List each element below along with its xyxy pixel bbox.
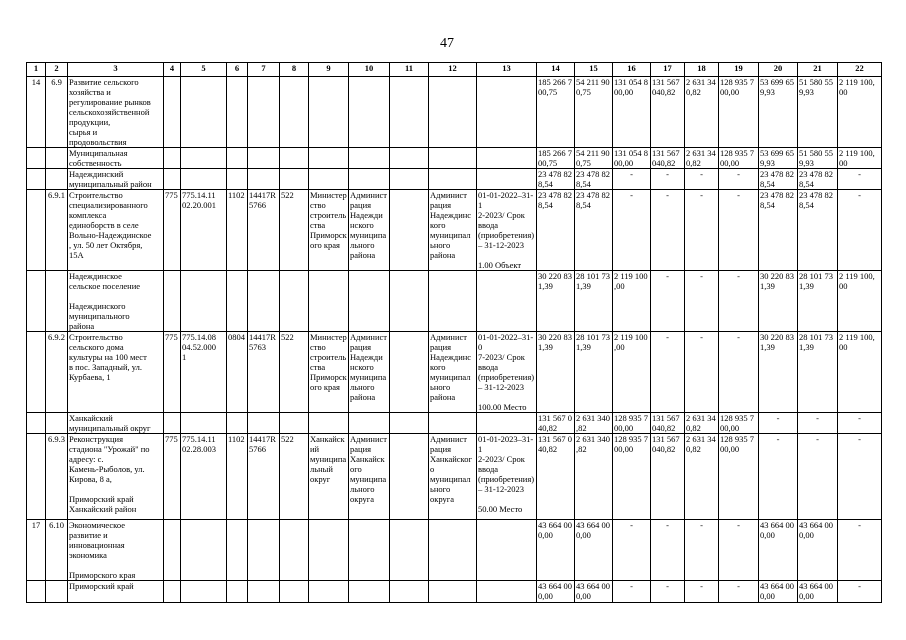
column-header-13: 13 — [477, 63, 537, 77]
table-cell: 2 631 340 ,82 — [575, 434, 613, 520]
table-cell: Админист рация Ханкайск ого муниципа льного округа — [349, 434, 390, 520]
table-cell: 2 631 34 0,82 — [685, 413, 719, 434]
table-cell: - — [613, 581, 651, 603]
table-cell — [477, 520, 537, 581]
table-cell — [164, 77, 181, 148]
table-cell: - — [759, 434, 798, 520]
table-row — [27, 332, 882, 413]
table-cell — [429, 413, 477, 434]
table-cell: - — [651, 332, 685, 413]
table-row — [27, 77, 882, 148]
table-cell — [164, 413, 181, 434]
table-cell — [349, 581, 390, 603]
table-cell: Админист рация Надежди нского муниципа льного района — [349, 332, 390, 413]
table-cell: - — [613, 520, 651, 581]
table-cell — [477, 581, 537, 603]
table-cell: 54 211 90 0,75 — [575, 148, 613, 169]
table-cell: 128 935 7 00,00 — [719, 77, 759, 148]
table-cell: 14417R 5763 — [248, 332, 280, 413]
table-cell — [248, 169, 280, 190]
table-cell: 131 567 040,82 — [651, 148, 685, 169]
column-header-7: 7 — [248, 63, 280, 77]
table-cell: 1102 — [227, 190, 248, 271]
table-cell: 6.9 — [46, 77, 68, 148]
table-row — [27, 148, 882, 169]
table-cell: Развитие сельского хозяйства и регулирование рынков сельскохозяйственной продукции, сырья и продовольствия — [68, 77, 164, 148]
table-cell — [181, 169, 227, 190]
table-cell — [477, 271, 537, 332]
table-cell — [227, 581, 248, 603]
table-cell: 6.9.3 — [46, 434, 68, 520]
table-cell: 131 567 040,82 — [651, 434, 685, 520]
table-cell: 775.14.08 04.52.000 1 — [181, 332, 227, 413]
table-cell: 43 664 00 0,00 — [759, 581, 798, 603]
table-cell — [27, 332, 46, 413]
table-cell: Министер ство строитель ства Приморск ого края — [309, 190, 349, 271]
table-cell: 0804 — [227, 332, 248, 413]
table-cell: 6.10 — [46, 520, 68, 581]
table-cell: - — [838, 434, 882, 520]
table-cell — [227, 271, 248, 332]
table-cell: - — [719, 520, 759, 581]
table-cell: 775.14.11 02.28.003 — [181, 434, 227, 520]
table-cell — [248, 148, 280, 169]
table-cell — [429, 77, 477, 148]
table-cell: 01-01-2023–31-1 2-2023/ Срок ввода (приобретения) – 31-12-2023 50.00 Место — [477, 434, 537, 520]
table-cell — [349, 77, 390, 148]
table-cell — [181, 520, 227, 581]
table-cell: 2 119 100, 00 — [838, 271, 882, 332]
table-cell — [181, 413, 227, 434]
table-cell — [248, 581, 280, 603]
table-cell — [248, 77, 280, 148]
table-cell: 2 119 100, 00 — [838, 148, 882, 169]
table-cell — [164, 148, 181, 169]
table-cell: 2 631 34 0,82 — [685, 77, 719, 148]
table-cell: 2 631 34 0,82 — [685, 148, 719, 169]
column-header-22: 22 — [838, 63, 882, 77]
table-cell: 775 — [164, 434, 181, 520]
table-cell: - — [651, 581, 685, 603]
table-cell: - — [719, 169, 759, 190]
table-cell — [280, 77, 309, 148]
column-header-17: 17 — [651, 63, 685, 77]
table-cell — [390, 413, 429, 434]
table-cell — [280, 271, 309, 332]
table-cell: 2 119 100 ,00 — [613, 271, 651, 332]
table-cell: 01-01-2022–31-1 2-2023/ Срок ввода (приобретения) – 31-12-2023 1.00 Объект — [477, 190, 537, 271]
table-cell — [27, 581, 46, 603]
table-cell: - — [651, 520, 685, 581]
table-cell: 131 567 040,82 — [651, 413, 685, 434]
table-cell: 131 567 040,82 — [651, 77, 685, 148]
column-header-9: 9 — [309, 63, 349, 77]
column-header-19: 19 — [719, 63, 759, 77]
table-cell: - — [798, 434, 838, 520]
table-cell — [309, 271, 349, 332]
table-cell: 2 631 34 0,82 — [685, 434, 719, 520]
table-cell: Реконструкция стадиона "Урожай" по адресу: с. Камень-Рыболов, ул. Кирова, 8 а, Приморский край Ханкайский район — [68, 434, 164, 520]
table-cell — [27, 190, 46, 271]
table-cell: - — [759, 413, 798, 434]
table-cell — [390, 148, 429, 169]
table-cell: - — [651, 271, 685, 332]
table-cell: 54 211 90 0,75 — [575, 77, 613, 148]
table-cell: - — [719, 271, 759, 332]
table-cell: Министер ство строитель ства Приморск ого края — [309, 332, 349, 413]
table-cell: - — [685, 581, 719, 603]
table-cell — [349, 520, 390, 581]
table-cell — [248, 271, 280, 332]
table-cell: 43 664 00 0,00 — [537, 581, 575, 603]
table-cell: - — [651, 169, 685, 190]
table-cell: 43 664 00 0,00 — [575, 520, 613, 581]
table-cell — [46, 148, 68, 169]
column-header-6: 6 — [227, 63, 248, 77]
table-cell: 51 580 55 9,93 — [798, 77, 838, 148]
column-header-3: 3 — [68, 63, 164, 77]
table-cell: - — [838, 581, 882, 603]
table-cell — [280, 581, 309, 603]
table-cell — [280, 169, 309, 190]
table-cell: 51 580 55 9,93 — [798, 148, 838, 169]
table-cell — [248, 520, 280, 581]
table-cell: - — [651, 190, 685, 271]
column-header-21: 21 — [798, 63, 838, 77]
table-cell — [280, 413, 309, 434]
table-cell: 01-01-2022–31-0 7-2023/ Срок ввода (приобретения) – 31-12-2023 100.00 Место — [477, 332, 537, 413]
table-cell: 6.9.2 — [46, 332, 68, 413]
table-cell — [27, 271, 46, 332]
table-cell: Админист рация Ханкайског о муниципал ьного округа — [429, 434, 477, 520]
table-cell: Строительство сельского дома культуры на 100 мест в пос. Западный, ул. Курбаева, 1 — [68, 332, 164, 413]
table-cell — [27, 169, 46, 190]
table-cell — [429, 520, 477, 581]
table-cell: Надеждинское сельское поселение Надеждинского муниципального района — [68, 271, 164, 332]
table-row — [27, 169, 882, 190]
column-header-10: 10 — [349, 63, 390, 77]
column-header-15: 15 — [575, 63, 613, 77]
table-cell — [390, 332, 429, 413]
table-cell: 14417R 5766 — [248, 190, 280, 271]
table-cell: 131 567 0 40,82 — [537, 434, 575, 520]
table-cell: Ханкайский муниципальный округ — [68, 413, 164, 434]
header-row — [27, 63, 882, 77]
table-cell — [248, 413, 280, 434]
table-cell — [46, 413, 68, 434]
table-cell — [164, 169, 181, 190]
table-cell — [181, 148, 227, 169]
table-cell — [390, 581, 429, 603]
table-cell: - — [719, 332, 759, 413]
table-cell: 30 220 83 1,39 — [537, 332, 575, 413]
table-cell: 43 664 00 0,00 — [537, 520, 575, 581]
table-cell: - — [798, 413, 838, 434]
data-table — [26, 62, 882, 603]
table-cell — [181, 271, 227, 332]
table-cell — [280, 148, 309, 169]
table-cell: 30 220 83 1,39 — [759, 271, 798, 332]
table-cell — [349, 148, 390, 169]
table-row — [27, 581, 882, 603]
table-cell: 185 266 7 00,75 — [537, 148, 575, 169]
table-cell: 522 — [280, 190, 309, 271]
page-number: 47 — [440, 36, 454, 51]
table-cell: 43 664 00 0,00 — [798, 581, 838, 603]
table-cell: - — [613, 190, 651, 271]
table-cell: 23 478 82 8,54 — [537, 190, 575, 271]
table-cell: 53 699 65 9,93 — [759, 148, 798, 169]
table-cell: 775 — [164, 190, 181, 271]
table-cell: 28 101 73 1,39 — [575, 332, 613, 413]
table-cell: Админист рация Надежди нского муниципа льного района — [349, 190, 390, 271]
table-cell: 43 664 00 0,00 — [759, 520, 798, 581]
table-row — [27, 434, 882, 520]
table-cell: 6.9.1 — [46, 190, 68, 271]
table-cell: 128 935 7 00,00 — [613, 413, 651, 434]
table-cell: 30 220 83 1,39 — [759, 332, 798, 413]
table-cell — [429, 271, 477, 332]
column-header-14: 14 — [537, 63, 575, 77]
table-cell: 43 664 00 0,00 — [798, 520, 838, 581]
table-cell — [227, 148, 248, 169]
table-cell — [227, 77, 248, 148]
table-cell: 53 699 65 9,93 — [759, 77, 798, 148]
table-cell: 23 478 82 8,54 — [798, 169, 838, 190]
table-cell — [349, 413, 390, 434]
table-body — [27, 63, 882, 603]
table-cell — [309, 581, 349, 603]
table-cell: - — [838, 169, 882, 190]
table-cell: - — [719, 581, 759, 603]
table-cell: 14 — [27, 77, 46, 148]
table-cell — [181, 581, 227, 603]
table-cell — [477, 413, 537, 434]
column-header-5: 5 — [181, 63, 227, 77]
table-cell: 775 — [164, 332, 181, 413]
table-cell: Приморский край — [68, 581, 164, 603]
table-cell: 23 478 82 8,54 — [537, 169, 575, 190]
table-cell — [429, 148, 477, 169]
table-cell — [164, 581, 181, 603]
table-cell — [27, 434, 46, 520]
table-cell: 2 119 100, 00 — [838, 332, 882, 413]
table-cell — [164, 271, 181, 332]
table-cell — [477, 77, 537, 148]
table-row — [27, 520, 882, 581]
table-cell: 131 054 8 00,00 — [613, 77, 651, 148]
table-cell: 128 935 7 00,00 — [719, 148, 759, 169]
table-cell: 28 101 73 1,39 — [798, 271, 838, 332]
table-cell — [164, 520, 181, 581]
column-header-16: 16 — [613, 63, 651, 77]
table-cell: 131 567 0 40,82 — [537, 413, 575, 434]
table-cell: 2 119 100 ,00 — [613, 332, 651, 413]
table-cell: - — [685, 332, 719, 413]
table-cell: 28 101 73 1,39 — [575, 271, 613, 332]
table-cell: 2 631 340 ,82 — [575, 413, 613, 434]
table-cell: 131 054 8 00,00 — [613, 148, 651, 169]
table-cell: 185 266 7 00,75 — [537, 77, 575, 148]
table-cell — [309, 77, 349, 148]
table-cell — [46, 581, 68, 603]
table-cell — [227, 169, 248, 190]
table-cell: 23 478 82 8,54 — [798, 190, 838, 271]
table-cell — [27, 413, 46, 434]
table-cell: - — [685, 520, 719, 581]
table-cell: 128 935 7 00,00 — [719, 434, 759, 520]
table-cell: 23 478 82 8,54 — [759, 169, 798, 190]
table-cell: - — [719, 190, 759, 271]
table-cell — [309, 413, 349, 434]
table-row — [27, 413, 882, 434]
table-cell — [429, 169, 477, 190]
table-cell: Админист рация Надеждинс кого муниципал ьного района — [429, 332, 477, 413]
table-cell — [309, 169, 349, 190]
table-row — [27, 190, 882, 271]
table-cell — [390, 169, 429, 190]
table-cell — [227, 520, 248, 581]
column-header-11: 11 — [390, 63, 429, 77]
column-header-20: 20 — [759, 63, 798, 77]
column-header-18: 18 — [685, 63, 719, 77]
column-header-8: 8 — [280, 63, 309, 77]
table-cell: 23 478 82 8,54 — [575, 190, 613, 271]
table-cell: - — [685, 271, 719, 332]
table-cell — [309, 148, 349, 169]
table-cell — [181, 77, 227, 148]
table-cell: 23 478 82 8,54 — [575, 169, 613, 190]
table-cell — [429, 581, 477, 603]
table-cell: Экономическое развитие и инновационная экономика Приморского края — [68, 520, 164, 581]
table-cell: 14417R 5766 — [248, 434, 280, 520]
table-cell: 28 101 73 1,39 — [798, 332, 838, 413]
table-cell — [46, 271, 68, 332]
table-cell — [390, 520, 429, 581]
table-cell: Ханкайск ий муниципа льный округ — [309, 434, 349, 520]
table-cell: Админист рация Надеждинс кого муниципал ьного района — [429, 190, 477, 271]
table-cell — [349, 271, 390, 332]
table-cell: 522 — [280, 332, 309, 413]
table-row — [27, 271, 882, 332]
table-cell: - — [685, 169, 719, 190]
table-cell: 30 220 83 1,39 — [537, 271, 575, 332]
table-cell: Надеждинский муниципальный район — [68, 169, 164, 190]
table-cell — [349, 169, 390, 190]
table-cell: Строительство специализированного комплекса единоборств в селе Вольно-Надеждинское , ул. 50 лет Октября, 15А — [68, 190, 164, 271]
table-cell — [390, 190, 429, 271]
table-cell — [477, 148, 537, 169]
table-cell: 128 935 7 00,00 — [719, 413, 759, 434]
table-cell: - — [838, 413, 882, 434]
table-cell: - — [838, 520, 882, 581]
table-cell: Муниципальная собственность — [68, 148, 164, 169]
column-header-1: 1 — [27, 63, 46, 77]
table-cell: 1102 — [227, 434, 248, 520]
table-cell: 128 935 7 00,00 — [613, 434, 651, 520]
table-cell — [477, 169, 537, 190]
table-cell: - — [613, 169, 651, 190]
table-cell — [390, 271, 429, 332]
column-header-12: 12 — [429, 63, 477, 77]
table-cell — [227, 413, 248, 434]
table-cell — [390, 434, 429, 520]
table-cell — [46, 169, 68, 190]
table-cell: 2 119 100, 00 — [838, 77, 882, 148]
table-cell: - — [685, 190, 719, 271]
table-cell — [390, 77, 429, 148]
table-cell — [27, 148, 46, 169]
table-cell: 43 664 00 0,00 — [575, 581, 613, 603]
table-cell: 522 — [280, 434, 309, 520]
table-cell: - — [838, 190, 882, 271]
table-cell — [309, 520, 349, 581]
table-cell: 23 478 82 8,54 — [759, 190, 798, 271]
column-header-4: 4 — [164, 63, 181, 77]
table-cell — [280, 520, 309, 581]
table-cell: 775.14.11 02.20.001 — [181, 190, 227, 271]
table-cell: 17 — [27, 520, 46, 581]
column-header-2: 2 — [46, 63, 68, 77]
